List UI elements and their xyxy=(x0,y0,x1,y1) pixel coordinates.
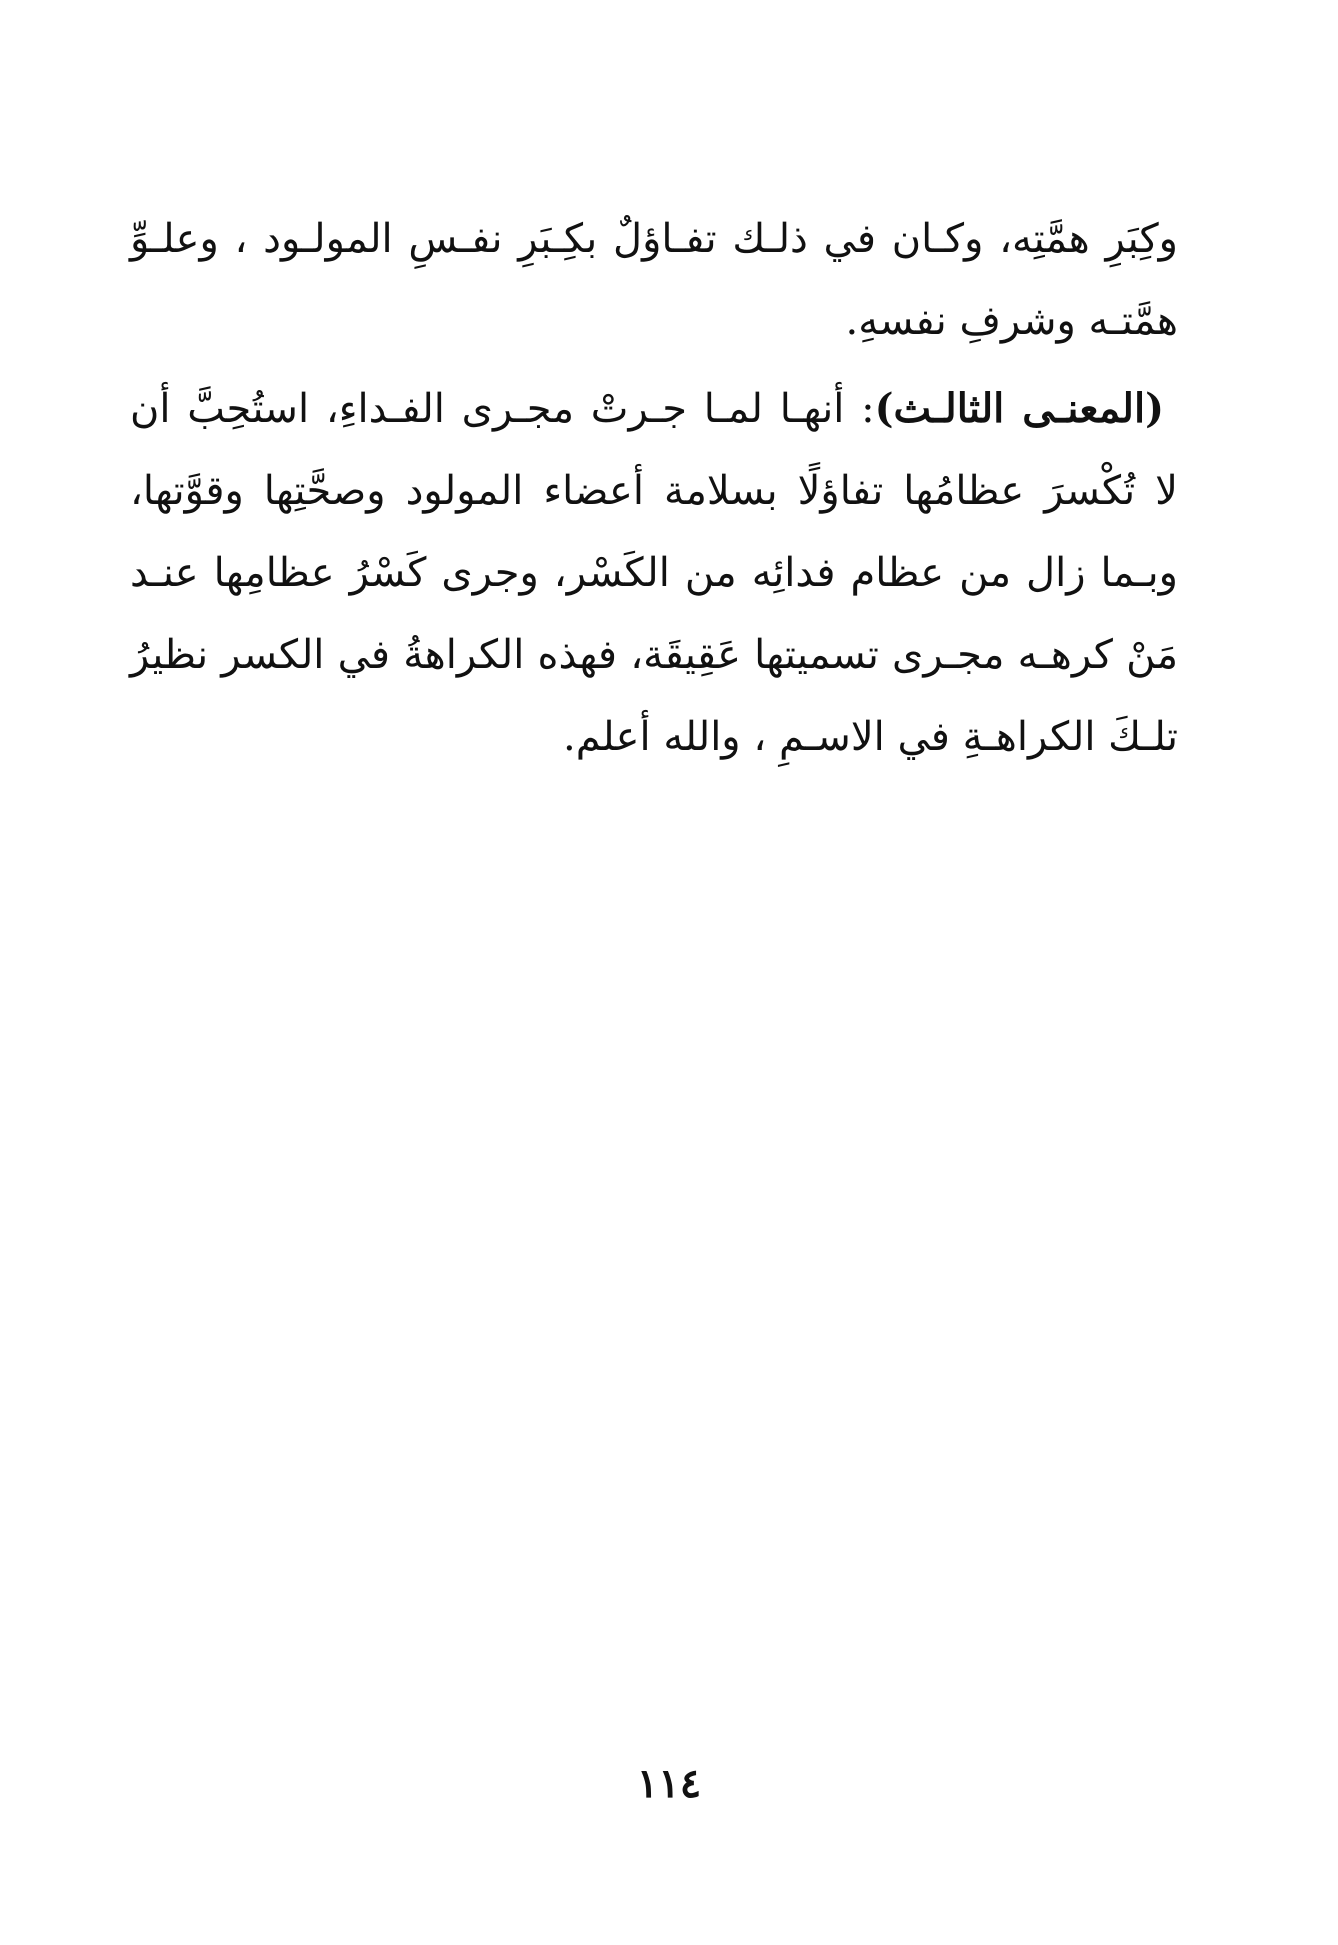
body-text xyxy=(130,198,1178,778)
page-number: ١١٤ xyxy=(636,1760,702,1807)
paragraph-2-body: : أنهـا لمـا جـرتْ مجـرى الفـداءِ، استُحِبَّ أن لا تُكْسرَ عظامُها تفاؤلًا بسلامة أعضاء المولود وصحَّتِها وقوَّتها، وبـما زال من عظام فدائِه من الكَسْر، وجرى كَسْرُ عظامِها عنـد مَنْ كرهـه مجـرى تسميتها عَقِيقَة، فهذه الكراهةُ في الكسر نظيرُ تلـكَ الكراهـةِ في الاسـمِ ، والله أعلم. xyxy=(130,386,1178,760)
paragraph-2 xyxy=(130,368,1178,778)
paragraph-1: وكِبَرِ همَّتِه، وكـان في ذلـك تفـاؤلٌ بكِـبَرِ نفـسِ المولـود ، وعلـوِّ همَّتـه وشرفِ نفسهِ. xyxy=(130,216,1178,344)
paragraph-heading: (المعنـى الثالـث) xyxy=(874,385,1165,432)
